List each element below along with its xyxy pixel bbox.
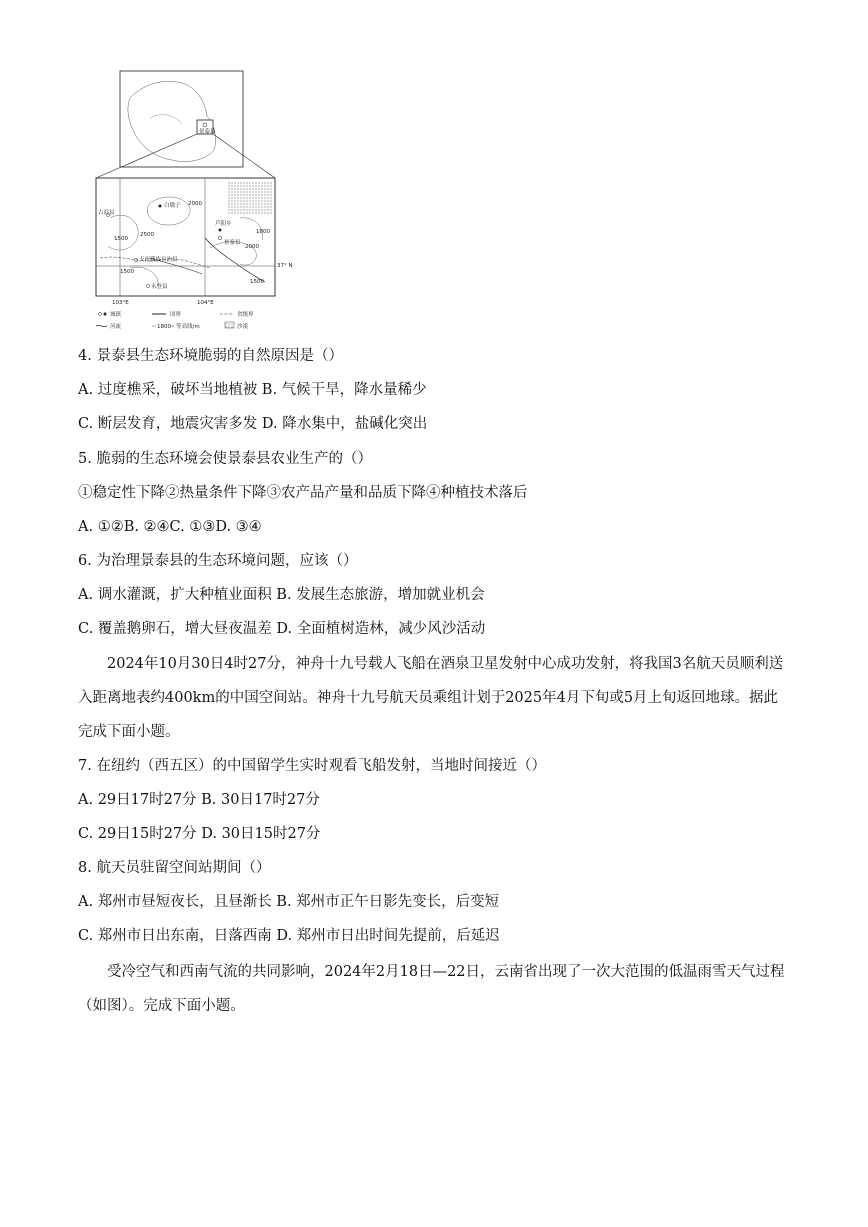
legend-contour: 等高线/m xyxy=(176,324,200,330)
feature-luyang: 芦阳乡 xyxy=(215,221,232,227)
map-legend xyxy=(96,310,254,330)
question-8-options-ab: A. 郑州市昼短夜长，且昼渐长 B. 郑州市正午日影先变长，后变短 xyxy=(78,894,500,910)
passage-yunnan-text: 受冷空气和西南气流的共同影响，2024年2月18日—22日，云南省出现了一次大范围的低温雨雪天气过程（如图）。完成下面小题。 xyxy=(78,964,785,1014)
question-6-stem: 6. 为治理景泰县的生态环境问题，应该（） xyxy=(78,553,358,569)
passage-yunnan xyxy=(78,955,790,1023)
desert-area xyxy=(228,182,272,214)
question-4-options-ab: A. 过度樵采，破坏当地植被 B. 气候干旱，降水量稀少 xyxy=(78,382,427,398)
lat-label: 37° N xyxy=(277,263,293,269)
inset-label: 景泰县 xyxy=(199,129,216,135)
question-5-statements: ①稳定性下降②热量条件下降③农产品产量和品质下降④种植技术落后 xyxy=(78,485,528,501)
contour-label-2: 2500 xyxy=(140,232,154,238)
question-6-options-cd: C. 覆盖鹅卵石，增大昼夜温差 D. 全面植树造林，减少风沙活动 xyxy=(78,621,486,637)
lon-label-1: 103°E xyxy=(112,300,129,306)
inset-box xyxy=(120,71,243,167)
question-4-stem: 4. 景泰县生态环境脆弱的自然原因是（） xyxy=(78,348,343,364)
question-5-options: A. ①②B. ②④C. ①③D. ③④ xyxy=(78,519,262,535)
question-6-options-ab: A. 调水灌溉，扩大种植业面积 B. 发展生态旅游，增加就业机会 xyxy=(78,587,485,603)
question-8-stem: 8. 航天员驻留空间站期间（） xyxy=(78,860,271,876)
map-figure xyxy=(90,68,293,338)
question-4-options-cd: C. 断层发育，地震灾害多发 D. 降水集中，盐碱化突出 xyxy=(78,416,428,432)
legend-province: 省级界 xyxy=(237,312,254,318)
contour-label-3: 1500 xyxy=(114,236,128,242)
contour-label-4: 2000 xyxy=(245,244,259,250)
feature-baidunzi: 白墩子 xyxy=(164,203,181,209)
contour-label-1: 2000 xyxy=(188,201,202,207)
town-yongdeng: 永登县 xyxy=(151,284,168,290)
town-tianzhu: 天祝藏族自治县 xyxy=(139,257,178,263)
jingtai-map xyxy=(90,68,293,338)
question-7-options-cd: C. 29日15时27分 D. 30日15时27分 xyxy=(78,826,321,842)
passage-shenzhou-text: 2024年10月30日4时27分，神舟十九号载人飞船在酒泉卫星发射中心成功发射，将我国3名航天员顺利送入距离地表约400km的中国空间站。神舟十九号航天员乘组计划于2025年4月下旬或5月上旬返回地球。据此完成下面小题。 xyxy=(78,656,784,740)
legend-river: 河流 xyxy=(110,324,122,330)
question-8-options-cd: C. 郑州市日出东南，日落西南 D. 郑州市日出时间先提前，后延迟 xyxy=(78,928,500,944)
lon-label-2: 104°E xyxy=(197,300,214,306)
legend-desert: 沙漠 xyxy=(237,324,249,330)
question-5-stem: 5. 脆弱的生态环境会使景泰县农业生产的（） xyxy=(78,451,372,467)
passage-shenzhou xyxy=(78,647,790,749)
legend-border: 国界 xyxy=(170,312,182,318)
town-jingtai: 景泰县 xyxy=(224,240,241,246)
question-7-stem: 7. 在纽约（西五区）的中国留学生实时观看飞船发射，当地时间接近（） xyxy=(78,758,546,774)
contour-label-5: 1800 xyxy=(256,229,270,235)
contour-label-6: 1500 xyxy=(120,269,134,275)
question-7-options-ab: A. 29日17时27分 B. 30日17时27分 xyxy=(78,792,320,808)
legend-town: 城镇 xyxy=(110,312,122,318)
contour-label-7: 1500 xyxy=(250,279,264,285)
town-gulang: 古浪县 xyxy=(98,210,115,216)
legend-contour-sample: 1800 xyxy=(157,324,171,330)
